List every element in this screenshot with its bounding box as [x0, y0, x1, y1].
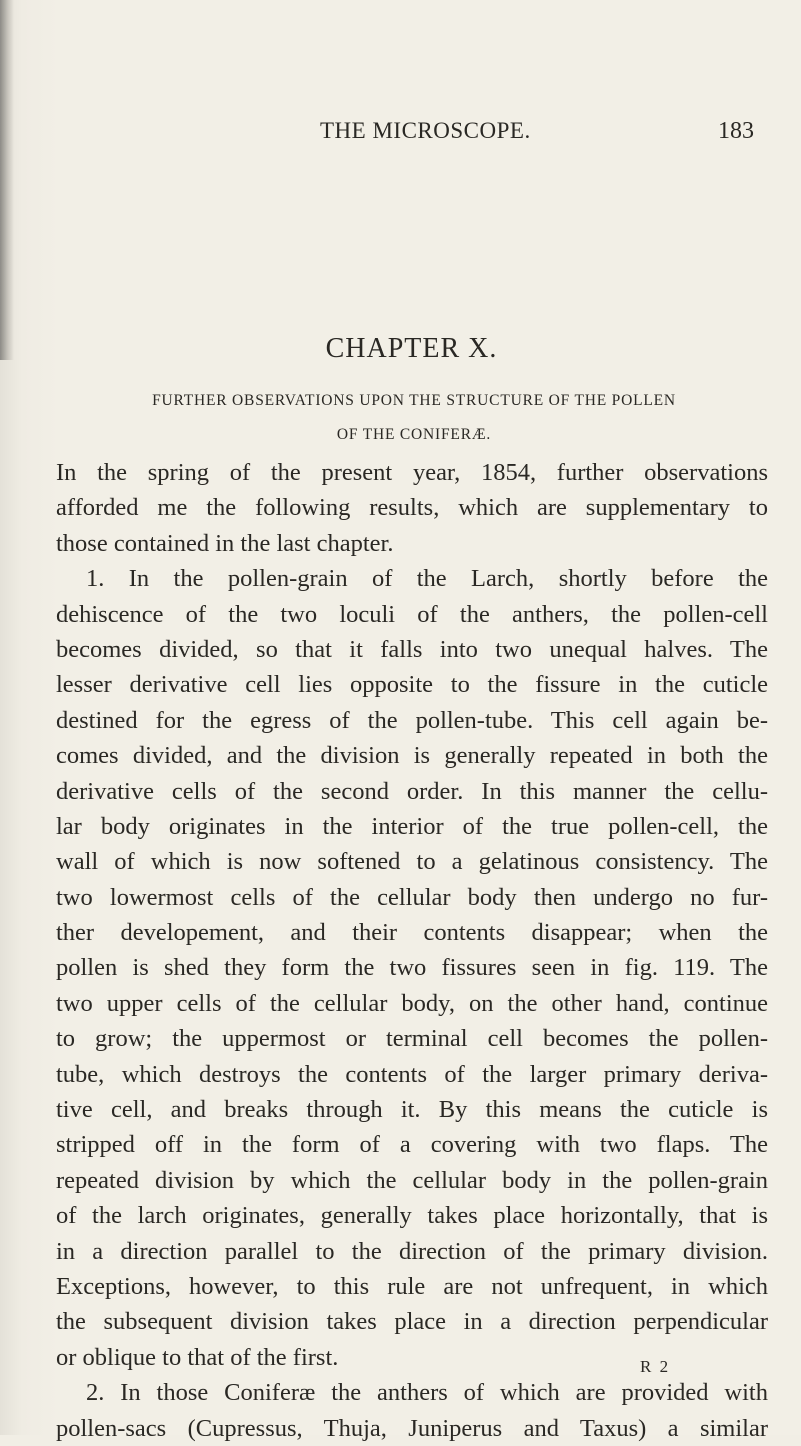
body-line: repeated division by which the cellular body in the pollen-grain	[56, 1166, 768, 1194]
body-line: or oblique to that of the first.	[56, 1343, 339, 1371]
body-line: two upper cells of the cellular body, on the other hand, continue	[56, 989, 768, 1017]
body-line: ther developement, and their contents disappear; when the	[56, 919, 768, 947]
body-line: the subsequent division takes place in a direction perpendicular	[56, 1308, 768, 1336]
body-line: pollen is shed they form the two fissures seen in fig. 119. The	[56, 954, 768, 982]
running-head	[0, 118, 801, 158]
chapter-subtitle-line-1: FURTHER OBSERVATIONS UPON THE STRUCTURE OF THE POLLEN	[152, 392, 676, 409]
body-line: becomes divided, so that it falls into two unequal halves. The	[56, 635, 768, 663]
body-line: Exceptions, however, to this rule are not unfrequent, in which	[56, 1272, 768, 1300]
body-line: afforded me the following results, which are supplementary to	[56, 494, 768, 522]
body-line: those contained in the last chapter.	[56, 529, 394, 557]
body-line: to grow; the uppermost or terminal cell becomes the pollen-	[56, 1025, 768, 1053]
body-line: two lowermost cells of the cellular body then undergo no fur-	[56, 883, 768, 911]
body-line: in a direction parallel to the direction of the primary division.	[56, 1237, 768, 1265]
body-line: dehiscence of the two loculi of the anthers, the pollen-cell	[56, 600, 768, 628]
signature-mark: R 2	[640, 1357, 671, 1376]
page-number: 183	[718, 118, 754, 144]
body-line: 2. In those Coniferæ the anthers of which are provided with	[86, 1379, 768, 1407]
body-line: pollen-sacs (Cupressus, Thuja, Juniperus and Taxus) a similar	[56, 1414, 768, 1442]
body-line: of the larch originates, generally takes place horizontally, that is	[56, 1202, 768, 1230]
body-text	[56, 455, 768, 1446]
body-line: lesser derivative cell lies opposite to the fissure in the cuticle	[56, 671, 768, 699]
running-title: THE MICROSCOPE.	[320, 118, 531, 143]
body-line: comes divided, and the division is generally repeated in both the	[56, 742, 768, 770]
chapter-subtitle-line-2: OF THE CONIFERÆ.	[336, 426, 492, 443]
chapter-heading: CHAPTER X.	[325, 333, 498, 364]
body-line: 1. In the pollen-grain of the Larch, shortly before the	[86, 565, 768, 593]
body-line: wall of which is now softened to a gelatinous consistency. The	[56, 848, 768, 876]
body-line: destined for the egress of the pollen-tube. This cell again be-	[56, 706, 768, 734]
body-line: In the spring of the present year, 1854, further observations	[56, 459, 768, 486]
body-line: derivative cells of the second order. In this manner the cellu-	[56, 777, 768, 805]
body-line: stripped off in the form of a covering with two flaps. The	[56, 1131, 768, 1159]
body-line: tube, which destroys the contents of the larger primary deriva-	[56, 1060, 768, 1088]
body-line: lar body originates in the interior of the true pollen-cell, the	[56, 812, 768, 840]
body-line: tive cell, and breaks through it. By this means the cuticle is	[56, 1096, 768, 1124]
binding-shadow	[0, 0, 14, 360]
